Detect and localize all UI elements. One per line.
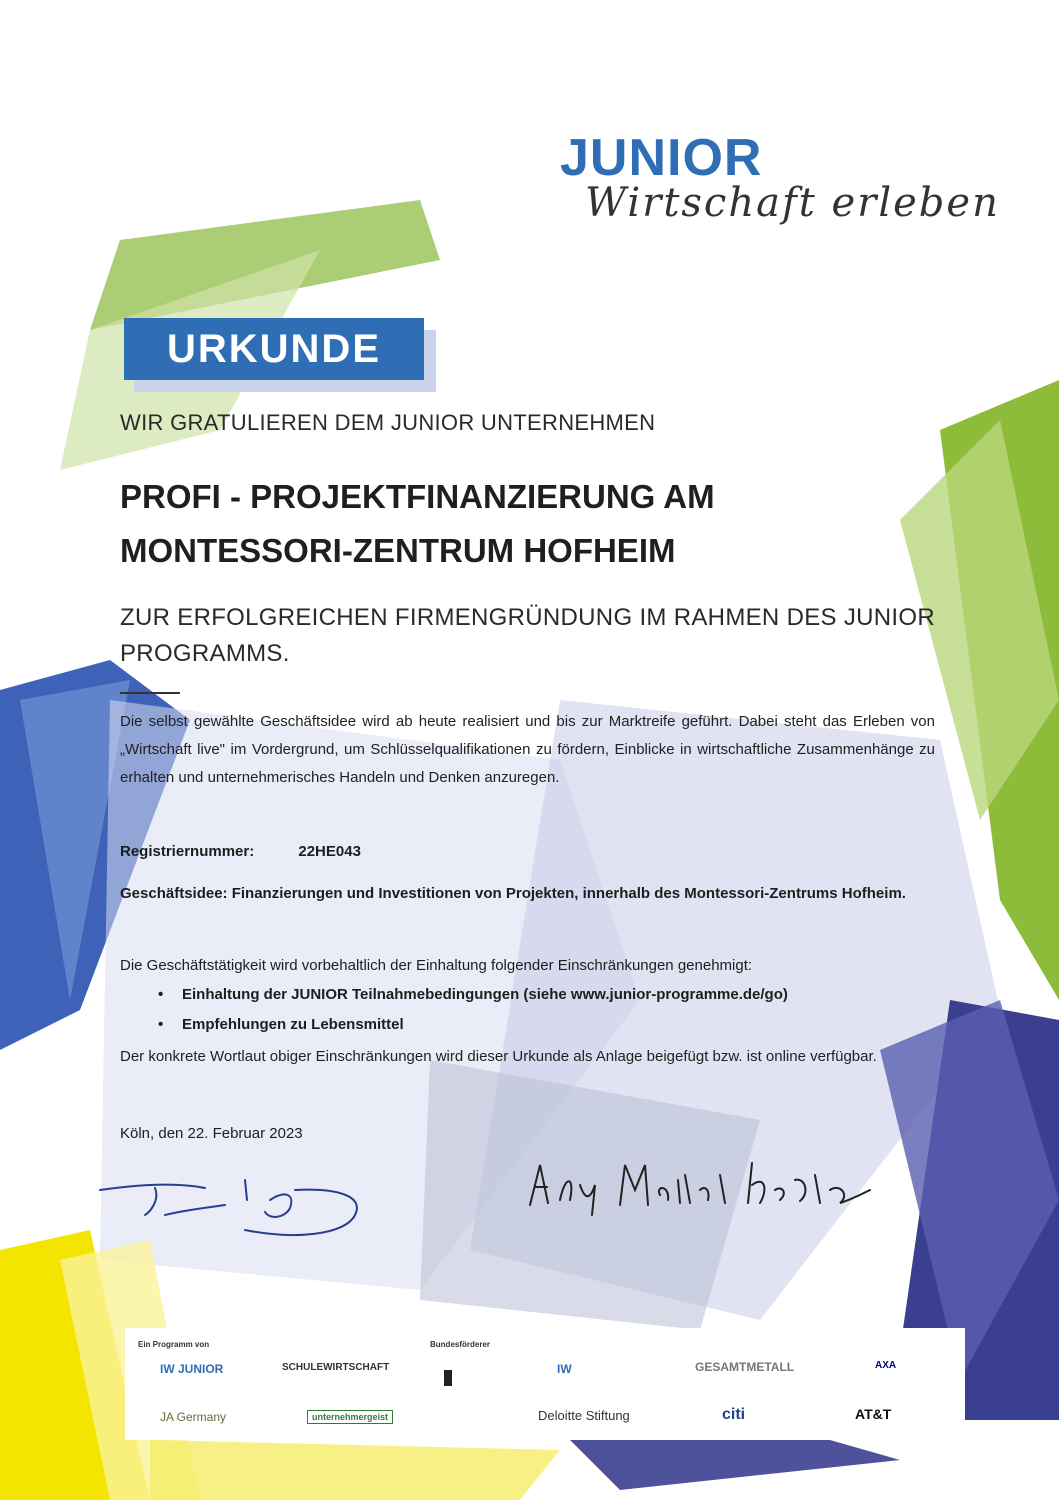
junior-tagline: Wirtschaft erleben <box>585 180 1000 226</box>
registration-number: 22HE043 <box>298 843 361 860</box>
junior-logo: JUNIOR <box>560 129 763 187</box>
company-name-line2: MONTESSORI-ZENTRUM HOFHEIM <box>120 532 676 569</box>
congrats-heading: WIR GRATULIEREN DEM JUNIOR UNTERNEHMEN <box>120 410 656 435</box>
sponsor-logo-citi: citi <box>722 1406 746 1423</box>
federal-sponsor-label: Bundesförderer <box>430 1340 491 1349</box>
sponsor-logo-schulewirtschaft: SCHULEWIRTSCHAFT <box>282 1362 390 1373</box>
registration <box>120 843 361 860</box>
date-line: Köln, den 22. Februar 2023 <box>120 1125 303 1142</box>
restriction-item: • Einhaltung der JUNIOR Teilnahmebedingungen (siehe www.junior-programme.de/go) <box>158 980 938 1010</box>
certificate-title: URKUNDE <box>124 318 424 380</box>
sponsor-logo-ja-germany: JA Germany <box>160 1410 227 1424</box>
program-label: Ein Programm von <box>138 1340 210 1349</box>
signature-left <box>95 1160 395 1250</box>
business-idea: Geschäftsidee: Finanzierungen und Investitionen von Projekten, innerhalb des Montessori-Zentrums Hofheim. <box>120 885 906 902</box>
sponsor-logo-axa: AXA <box>875 1360 897 1371</box>
divider <box>120 692 180 694</box>
success-statement: ZUR ERFOLGREICHEN FIRMENGRÜNDUNG IM RAHMEN DES JUNIOR PROGRAMMS. <box>120 604 935 667</box>
bg-yellow-bottom <box>150 1440 560 1500</box>
restrictions-list <box>158 980 938 1040</box>
sponsor-logo-gesamtmetall: GESAMTMETALL <box>695 1360 795 1374</box>
sponsor-logo-unternehmergeist: unternehmergeist <box>307 1410 393 1424</box>
restrictions-intro: Die Geschäftstätigkeit wird vorbehaltlich der Einhaltung folgender Einschränkungen genehmigt: <box>120 957 753 974</box>
closing-paragraph: Der konkrete Wortlaut obiger Einschränkungen wird dieser Urkunde als Anlage beigefügt bzw. ist online verfügbar. <box>120 1048 877 1065</box>
registration-label: Registriernummer: <box>120 843 255 860</box>
company-name <box>120 470 920 578</box>
intro-paragraph: Die selbst gewählte Geschäftsidee wird ab heute realisiert und bis zur Marktreife geführt. Dabei steht das Erleben von „Wirtschaft live" im Vordergrund, um Schlüsselqualifikationen zu fördern, Einblicke in wirtschaftliche Zusammenhänge zu erhalten und unternehmerisches Handeln und Denken anzuregen. <box>120 713 935 786</box>
sponsor-logo-iw: IW <box>557 1362 572 1376</box>
sponsor-logo-iwjunior: IW JUNIOR <box>160 1362 224 1376</box>
restriction-item: • Empfehlungen zu Lebensmittel <box>158 1010 938 1040</box>
bmwk-eagle-logo <box>440 1362 490 1402</box>
signature-right <box>520 1145 890 1225</box>
company-name-line1: PROFI - PROJEKTFINANZIERUNG AM <box>120 478 715 515</box>
sponsor-logo-deloitte-stiftung: Deloitte Stiftung <box>538 1408 630 1423</box>
sponsor-logo-att: AT&T <box>855 1406 892 1422</box>
sponsor-panel <box>125 1328 965 1440</box>
